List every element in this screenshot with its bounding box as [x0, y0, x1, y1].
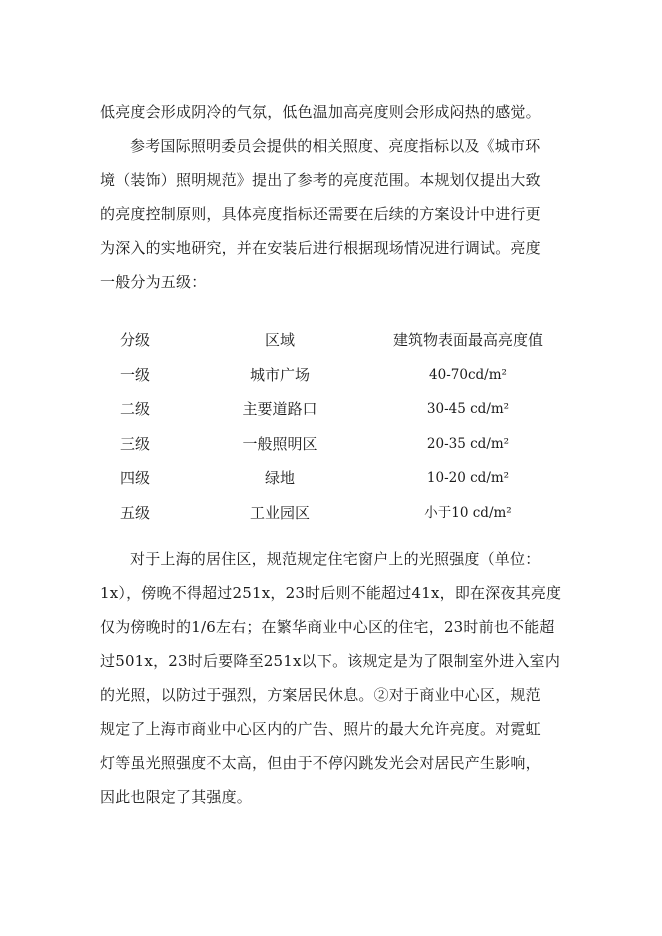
text-line: 1x），傍晚不得超过251x，23时后则不能超过41x，即在深夜其亮度: [100, 584, 562, 602]
text-line: 灯等虽光照强度不太高，但由于不停闪跳发光会对居民产生影响，: [100, 754, 541, 772]
brightness-level-table: [100, 323, 562, 530]
table-row: [100, 392, 562, 427]
intro-paragraph: [100, 95, 562, 129]
table-row: [100, 358, 562, 393]
value-cell: 20-35 cd/m²: [426, 435, 510, 452]
value-cell: 小于10 cd/m²: [424, 504, 512, 521]
text-line: 的光照，以防过于强烈，方案居民休息。②对于商业中心区，规范: [100, 686, 541, 704]
text-line: 为深入的实地研究，并在安装后进行根据现场情况进行调试。亮度: [100, 239, 541, 257]
shanghai-regulation-paragraph: [100, 542, 562, 814]
text-line: 低亮度会形成阴冷的气氛，低色温加高亮度则会形成闷热的感觉。: [100, 103, 541, 121]
area-cell: 城市广场: [249, 365, 310, 384]
value-cell: 10-20 cd/m²: [426, 470, 510, 486]
text-line: 因此也限定了其强度。: [100, 788, 253, 806]
brightness-standard-paragraph: [100, 129, 562, 299]
text-line: 参考国际照明委员会提供的相关照度、亮度指标以及《城市环: [130, 137, 541, 155]
text-line: 仅为傍晚时的1/6左右；在繁华商业中心区的住宅，23时前也不能超: [100, 618, 555, 636]
header-max-brightness: 建筑物表面最高亮度值: [392, 331, 543, 349]
level-cell: 一级: [120, 365, 151, 384]
level-cell: 三级: [120, 434, 151, 453]
value-cell: 40-70cd/m²: [429, 366, 507, 383]
level-cell: 二级: [120, 400, 151, 418]
level-cell: 五级: [120, 503, 151, 522]
text-line: 一般分为五级：: [100, 273, 207, 291]
text-line: 对于上海的居住区，规范规定住宅窗户上的光照强度（单位：: [130, 550, 541, 568]
area-cell: 一般照明区: [242, 434, 318, 453]
header-level: 分级: [120, 331, 151, 349]
table-row: [100, 496, 562, 531]
text-line: 规定了上海市商业中心区内的广告、照片的最大允许亮度。对霓虹: [100, 720, 541, 738]
area-cell: 绿地: [264, 469, 295, 487]
table-row: [100, 427, 562, 462]
table-row: [100, 461, 562, 496]
table-header-row: [100, 323, 562, 358]
header-area: 区域: [264, 331, 295, 349]
text-line: 过501x，23时后要降至251x以下。该规定是为了限制室外进入室内: [100, 652, 561, 670]
area-cell: 工业园区: [249, 503, 310, 522]
area-cell: 主要道路口: [242, 400, 318, 418]
text-line: 境（装饰）照明规范》提出了参考的亮度范围。本规划仅提出大致: [100, 171, 541, 189]
text-line: 的亮度控制原则，具体亮度指标还需要在后续的方案设计中进行更: [100, 205, 541, 223]
value-cell: 30-45 cd/m²: [426, 401, 510, 417]
level-cell: 四级: [120, 469, 151, 487]
